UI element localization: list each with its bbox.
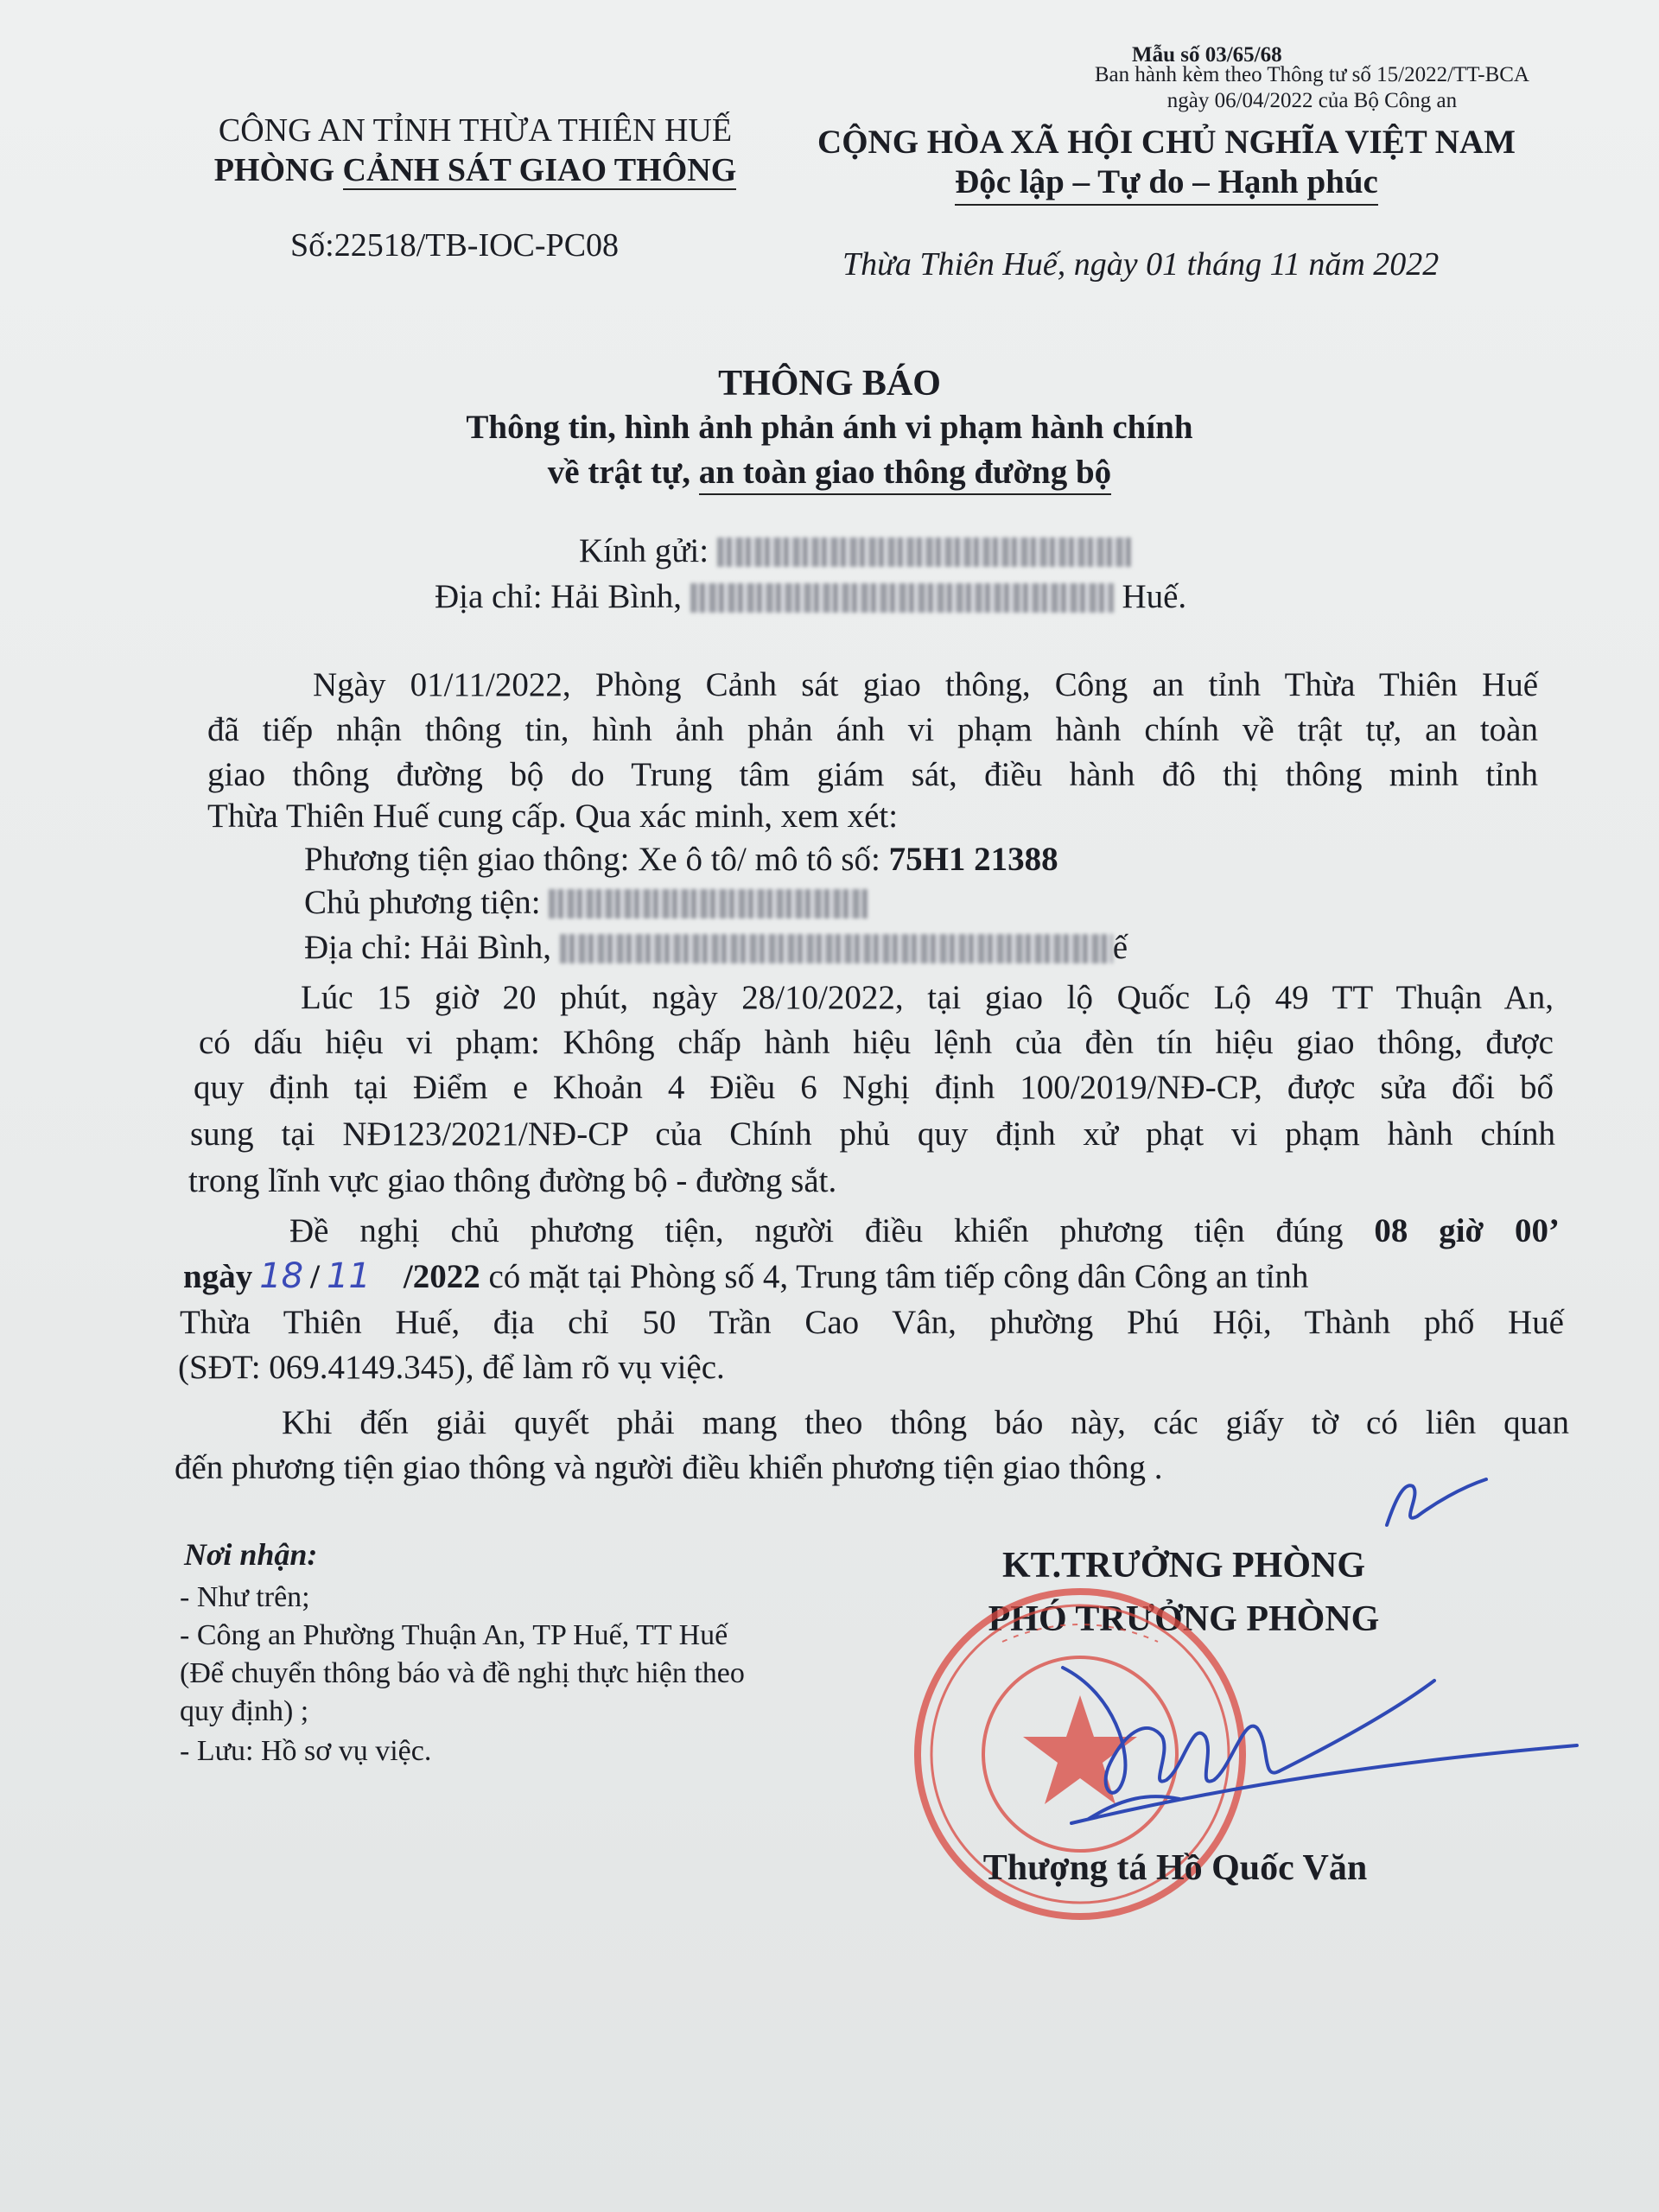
agency-department-prefix: PHÒNG (213, 152, 343, 188)
paragraph-2-line-2: có dấu hiệu vi phạm: Không chấp hành hiệu lệnh của đèn tín hiệu giao thông, được (199, 1024, 1554, 1061)
recipient-address-end: Huế. (1122, 578, 1187, 615)
recipient-label: Kính gửi: (579, 532, 709, 569)
form-note-line-1: Ban hành kèm theo Thông tư số 15/2022/TT-BCA (1094, 63, 1529, 86)
paragraph-4-line-1: Khi đến giải quyết phải mang theo thông báo này, các giấy tờ có liên quan (282, 1404, 1569, 1441)
paragraph-1-line-2: đã tiếp nhận thông tin, hình ảnh phản ánh vi phạm hành chính về trật tự, an toàn (207, 711, 1538, 748)
signatory-name: Thượng tá Hồ Quốc Văn (982, 1848, 1368, 1888)
document-title: THÔNG BÁO (718, 364, 941, 404)
place-and-date: Thừa Thiên Huế, ngày 01 tháng 11 năm 2022 (842, 246, 1440, 283)
recipient-item-4: quy định) ; (180, 1695, 309, 1727)
vehicle-label: Phương tiện giao thông: Xe ô tô/ mô tô số: (304, 841, 889, 878)
motto: Độc lập – Tự do – Hạnh phúc (955, 162, 1378, 206)
signatory-title-2: PHÓ TRƯỞNG PHÒNG (988, 1599, 1380, 1639)
subtitle-2-part-b: an toàn giao thông đường bộ (699, 453, 1111, 495)
form-note-line-2: ngày 06/04/2022 của Bộ Công an (1166, 89, 1458, 112)
paragraph-2-line-1: Lúc 15 giờ 20 phút, ngày 28/10/2022, tại giao lộ Quốc Lộ 49 TT Thuận An, (301, 979, 1554, 1016)
appointment-year: /2022 (403, 1258, 480, 1295)
date-separator: / (310, 1258, 320, 1295)
subtitle-2-part-a: về trật tự, (547, 454, 699, 491)
recipient-item-5: - Lưu: Hồ sơ vụ việc. (180, 1735, 432, 1767)
paragraph-1-line-4: Thừa Thiên Huế cung cấp. Qua xác minh, xem xét: (207, 798, 899, 835)
paragraph-2-line-3: quy định tại Điểm e Khoản 4 Điều 6 Nghị định 100/2019/NĐ-CP, được sửa đổi bổ (194, 1069, 1554, 1106)
agency-parent: CÔNG AN TỈNH THỪA THIÊN HUẾ (218, 112, 733, 149)
handwritten-month: 11 (326, 1256, 371, 1296)
recipient-address-label: Địa chỉ: Hải Bình, (435, 578, 682, 615)
paragraph-1-line-3: giao thông đường bộ do Trung tâm giám sát, điều hành đô thị thông minh tỉnh (207, 756, 1538, 793)
recipient-item-2: - Công an Phường Thuận An, TP Huế, TT Huế (180, 1619, 728, 1651)
handwritten-day: 18 (259, 1256, 304, 1296)
recipient-item-3: (Để chuyển thông báo và đề nghị thực hiện theo (180, 1657, 745, 1689)
paragraph-2-line-4: sung tại NĐ123/2021/NĐ-CP của Chính phủ quy định xử phạt vi phạm hành chính (190, 1116, 1555, 1153)
appointment-location: có mặt tại Phòng số 4, Trung tâm tiếp công dân Công an tỉnh (480, 1258, 1309, 1295)
owner-address-end: ế (1112, 929, 1128, 966)
paragraph-3-line-4: (SĐT: 069.4149.345), để làm rõ vụ việc. (178, 1349, 725, 1386)
recipients-title: Nơi nhận: (184, 1537, 318, 1572)
initial-mark-icon (1387, 1479, 1486, 1525)
signatory-title-1: KT.TRƯỞNG PHÒNG (1002, 1546, 1365, 1586)
agency-department-name: CẢNH SÁT GIAO THÔNG (342, 152, 737, 188)
handwritten-signature-icon (1063, 1668, 1577, 1823)
nation-name: CỘNG HÒA XÃ HỘI CHỦ NGHĨA VIỆT NAM (817, 124, 1516, 161)
form-code: Mẫu số 03/65/68 (1132, 43, 1282, 67)
document-number: Số:22518/TB-IOC-PC08 (290, 227, 620, 264)
owner-label: Chủ phương tiện: (304, 884, 541, 921)
vehicle-plate: 75H1 21388 (888, 841, 1058, 878)
appointment-time: 08 giờ 00’ (1374, 1212, 1560, 1249)
paragraph-4-line-2: đến phương tiện giao thông và người điều khiển phương tiện giao thông . (175, 1449, 1163, 1486)
appointment-intro: Đề nghị chủ phương tiện, người điều khiển phương tiện đúng (289, 1212, 1375, 1249)
paragraph-1-line-1: Ngày 01/11/2022, Phòng Cảnh sát giao thông, Công an tỉnh Thừa Thiên Huế (313, 666, 1538, 703)
paragraph-3-line-3: Thừa Thiên Huế, địa chỉ 50 Trần Cao Vân, phường Phú Hội, Thành phố Huế (180, 1304, 1564, 1341)
document-subtitle-1: Thông tin, hình ảnh phản ánh vi phạm hành chính (466, 409, 1193, 446)
owner-address-label: Địa chỉ: Hải Bình, (304, 929, 551, 966)
paragraph-2-line-5: trong lĩnh vực giao thông đường bộ - đường sắt. (188, 1162, 837, 1199)
appointment-day-label: ngày (183, 1258, 253, 1295)
recipient-item-1: - Như trên; (180, 1581, 310, 1613)
